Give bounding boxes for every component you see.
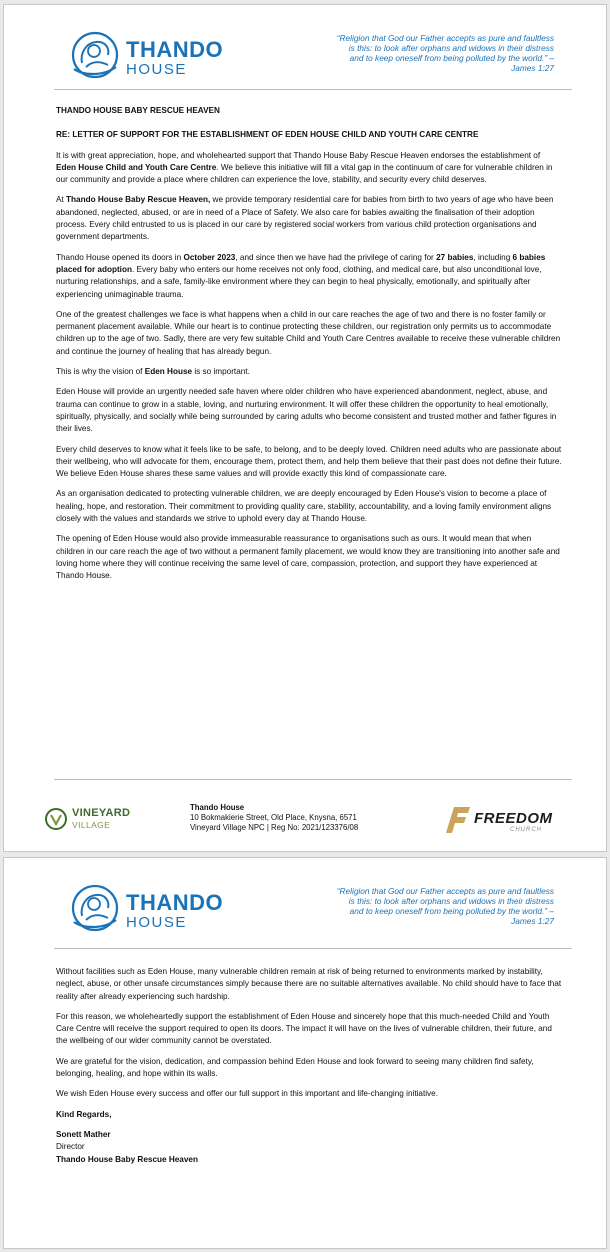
letter-title: THANDO HOUSE BABY RESCUE HEAVEN xyxy=(56,106,220,115)
paragraph: Every child deserves to know what it feels like to be safe, to belong, and to be deeply loved. Children need adults who are passionate about their wellbeing, who will advocate for them, encourage them, protect them, and help them believe that their past does not define their future. We believe Eden House shares these same values and will provide exactly this kind of compassionate care. xyxy=(56,444,562,479)
paragraph: Thando House opened its doors in October 2023, and since then we have had the privilege of caring for 27 babies, including 6 babies placed for adoption. Every baby who enters our home receives not only food, clothing, and medical care, but also unconditional love, nurturing relationships, and a safe, family-like environment where they can begin to heal physically, emotionally, and spiritually after experiencing unimaginable trauma. xyxy=(56,252,546,299)
vineyard-village-logo xyxy=(44,803,136,837)
paragraph: This is why the vision of Eden House is so important. xyxy=(56,367,250,377)
vineyard-name: VINEYARD xyxy=(72,807,131,819)
footer-street: 10 Bokmakierie Street, Old Place, Knysna, 6571 xyxy=(190,813,357,822)
baby-hand-icon xyxy=(68,882,124,934)
paragraph: For this reason, we wholeheartedly support the establishment of Eden House and sincerely hope that this much-needed Child and Youth Care Centre will receive the support required to open its doors. The impact it will have on the lives of vulnerable children, their future, and the wellbeing of our wider community cannot be overstated. xyxy=(56,1011,552,1046)
letter-footer xyxy=(44,795,570,843)
freedom-name: FREEDOM xyxy=(474,810,553,827)
scripture-quote: “Religion that God our Father accepts as pure and faultless is this: to look after orphans and widows in their distress and to keep oneself from being polluted by the world.” – James 1:27 xyxy=(336,886,554,926)
paragraph: It is with great appreciation, hope, and wholehearted support that Thando House Baby Rescue Heaven endorses the establishment of Eden House Child and Youth Care Centre. We believe this initiative will fill a vital gap in the continuum of care for vulnerable children in our community and provide a place where children can experience the love, stability, and security every child deserves. xyxy=(56,150,553,185)
footer-address xyxy=(190,803,358,833)
vineyard-sub: VILLAGE xyxy=(72,820,111,830)
logo-wordmark-house: HOUSE xyxy=(126,61,187,78)
letter-page-2 xyxy=(3,857,607,1249)
letter-body xyxy=(56,105,562,591)
thando-house-logo xyxy=(68,27,228,83)
footer-registration: Vineyard Village NPC | Reg No: 2021/123376/08 xyxy=(190,823,359,832)
paragraph: At Thando House Baby Rescue Heaven, we provide temporary residential care for babies from birth to two years of age who have been abandoned, neglected, abused, or are in need of a Place of Safety. We also care for babies awaiting the finalisation of their adoption process. Every child entrusted to us is placed in our care by registered social workers from various child protection organisations and government departments. xyxy=(56,195,554,242)
paragraph: Eden House will provide an urgently needed safe haven where older children who have experienced abandonment, neglect, abuse, and trauma can continue to grow in a stable, loving, and nurturing environment. It will offer these children the opportunity to heal emotionally, spiritually, physically, and socially while being surrounded by caring adults who become consistent and trusted mother and father figures in their lives. xyxy=(56,387,557,434)
letter-page-1 xyxy=(3,4,607,852)
paragraph: One of the greatest challenges we face is what happens when a child in our care reaches the age of two and there is no foster family or permanent placement available. While our heart is to continue protecting these children, our registration only permits us to accommodate children up to the age of two. Sadly, there are very few suitable Child and Youth Care Centres available to receive these vulnerable children and continue the journey of healing that has already begun. xyxy=(56,309,561,356)
header-divider xyxy=(54,948,572,949)
footer-divider xyxy=(54,779,572,780)
signer-name: Sonett Mather xyxy=(56,1129,111,1139)
scripture-quote: “Religion that God our Father accepts as pure and faultless is this: to look after orphans and widows in their distress and to keep oneself from being polluted by the world.” – James 1:27 xyxy=(336,33,554,73)
baby-hand-icon xyxy=(68,29,124,81)
paragraph: We are grateful for the vision, dedication, and compassion behind Eden House and look forward to seeing many children find safety, belonging, healing, and hope within its walls. xyxy=(56,1056,534,1079)
freedom-sub: CHURCH xyxy=(510,827,542,833)
paragraph: Without facilities such as Eden House, many vulnerable children remain at risk of being returned to environments marked by instability, neglect, abuse, or other unsafe circumstances simply because there are no suitable alternatives available. No child should have to face that reality after already experiencing such hardship. xyxy=(56,967,562,1001)
footer-org-name: Thando House xyxy=(190,803,245,812)
freedom-church-logo xyxy=(446,805,570,837)
logo-wordmark-house: HOUSE xyxy=(126,914,187,931)
signature-block xyxy=(56,1129,562,1166)
signer-title: Director xyxy=(56,1142,85,1152)
vine-leaf-icon xyxy=(44,807,68,831)
letter-subject: RE: LETTER OF SUPPORT FOR THE ESTABLISHMENT OF EDEN HOUSE CHILD AND YOUTH CARE CENTRE xyxy=(56,130,479,140)
letter-body xyxy=(56,966,562,1166)
freedom-f-icon xyxy=(446,805,472,835)
paragraph: The opening of Eden House would also provide immeasurable reassurance to organisations such as ours. It would mean that when children in our care reach the age of two without a permanent family placement, we would know they are transitioning into another safe and loving home where they will continue receiving the same level of care, compassion, protection, and support they have experienced at Thando House. xyxy=(56,534,560,581)
paragraph: We wish Eden House every success and offer our full support in this important and life-changing initiative. xyxy=(56,1089,438,1099)
header-divider xyxy=(54,89,572,90)
signer-org: Thando House Baby Rescue Heaven xyxy=(56,1154,198,1164)
logo-wordmark-thando: THANDO xyxy=(126,37,224,62)
closing: Kind Regards, xyxy=(56,1109,112,1119)
logo-wordmark-thando: THANDO xyxy=(126,890,224,915)
paragraph: As an organisation dedicated to protecting vulnerable children, we are deeply encouraged by Eden House's vision to become a place of healing, hope, and restoration. Their commitment to providing quality care, stability, accountability, and a loving family environment aligns closely with the values and standards we strive to uphold every day at Thando House. xyxy=(56,489,552,524)
thando-house-logo xyxy=(68,880,228,936)
